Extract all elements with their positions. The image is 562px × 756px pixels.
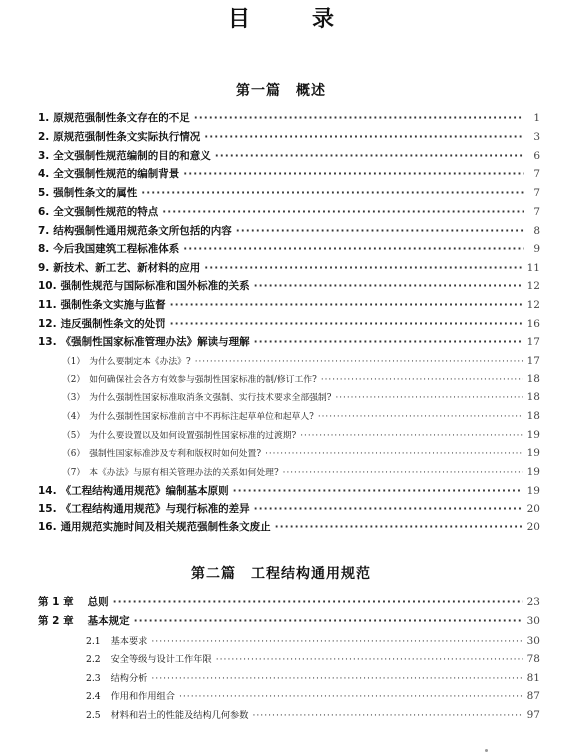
leader-dots xyxy=(233,485,523,497)
page-number: 6 xyxy=(533,150,540,162)
toc-section[interactable]: 2.2 安全等级与设计工作年限 ····· 78 xyxy=(86,651,540,665)
leader-dots xyxy=(335,393,522,403)
leader-dots xyxy=(195,357,523,367)
leader-dots xyxy=(183,168,524,180)
toc-entry[interactable]: 1. 原规范强制性条文存在的不足 ····· 1 xyxy=(38,110,540,125)
toc-entry[interactable]: 10. 强制性规范与国际标准和国外标准的关系 ····· 12 xyxy=(38,278,540,293)
leader-dots xyxy=(170,318,523,330)
page-number: 19 xyxy=(526,485,540,497)
toc-chapter[interactable]: 第 1 章 总则 ····· 23 xyxy=(38,594,540,609)
leader-dots xyxy=(113,596,523,608)
page-number: 7 xyxy=(533,187,540,199)
leader-dots xyxy=(254,336,523,348)
leader-dots xyxy=(204,262,522,274)
toc-section[interactable]: 2.5 材料和岩土的性能及结构几何参数 ····· 97 xyxy=(86,707,540,721)
leader-dots xyxy=(183,243,524,255)
leader-dots xyxy=(254,503,523,515)
leader-dots xyxy=(151,673,522,684)
leader-dots xyxy=(215,150,524,162)
page-number: 18 xyxy=(526,391,540,403)
page-number: 8 xyxy=(533,225,540,237)
leader-dots xyxy=(162,206,524,218)
toc-entry[interactable]: 5. 强制性条文的属性 ····· 7 xyxy=(38,185,540,200)
toc-entry[interactable]: 11. 强制性条文实施与监督 ····· 12 xyxy=(38,297,540,312)
page-number: 18 xyxy=(526,373,540,385)
leader-dots xyxy=(283,468,523,478)
part1-heading: 第一篇 概述 xyxy=(236,83,326,99)
toc-entry[interactable]: 6. 全文强制性规范的特点 ····· 7 xyxy=(38,204,540,219)
page-number: 20 xyxy=(526,503,540,515)
leader-dots xyxy=(252,710,522,721)
page-number: 7 xyxy=(533,168,540,180)
leader-dots xyxy=(151,636,522,647)
page-number: 19 xyxy=(526,466,540,478)
page-number: 20 xyxy=(526,521,540,533)
leader-dots xyxy=(236,225,524,237)
toc-subentry[interactable]: （1） 为什么要制定本《办法》? ····· 17 xyxy=(62,354,540,367)
toc-entry[interactable]: 16. 通用规范实施时间及相关规范强制性条文废止 ····· 20 xyxy=(38,519,540,534)
leader-dots xyxy=(216,654,523,665)
page-number: 19 xyxy=(526,429,540,441)
page-number: 30 xyxy=(526,635,540,647)
leader-dots xyxy=(141,187,524,199)
page-number: 81 xyxy=(526,672,540,684)
page-number: 18 xyxy=(526,410,540,422)
page-number: 11 xyxy=(526,262,540,274)
page-number: 87 xyxy=(526,690,540,702)
leader-dots xyxy=(275,521,523,533)
page-number: 16 xyxy=(526,318,540,330)
toc-subentry[interactable]: （6） 强制性国家标准涉及专利和版权时如何处置? ····· 19 xyxy=(62,446,540,459)
toc-entry[interactable]: 12. 违反强制性条文的处罚 ····· 16 xyxy=(38,316,540,331)
page-number: 97 xyxy=(526,709,540,721)
leader-dots xyxy=(254,280,523,292)
leader-dots xyxy=(318,412,523,422)
leader-dots xyxy=(194,112,524,124)
leader-dots xyxy=(321,375,523,385)
scan-speck xyxy=(485,749,488,752)
page-number: 23 xyxy=(526,596,540,608)
toc-subentry[interactable]: （2） 如何确保社会各方有效参与强制性国家标准的制/修订工作? ····· 18 xyxy=(62,372,540,385)
page-number: 12 xyxy=(526,299,540,311)
toc-section[interactable]: 2.3 结构分析 ····· 81 xyxy=(86,670,540,684)
toc-subentry[interactable]: （4） 为什么强制性国家标准前言中不再标注起草单位和起草人? ····· 18 xyxy=(62,409,540,422)
page-number: 7 xyxy=(533,206,540,218)
leader-dots xyxy=(204,131,524,143)
leader-dots xyxy=(179,691,523,702)
page-number: 17 xyxy=(526,336,540,348)
toc-subentry[interactable]: （7） 本《办法》与原有相关管理办法的关系如何处理? ····· 19 xyxy=(62,465,540,478)
toc-entry[interactable]: 15. 《工程结构通用规范》与现行标准的差异 ····· 20 xyxy=(38,501,540,516)
page-number: 30 xyxy=(526,615,540,627)
toc-entry[interactable]: 7. 结构强制性通用规范条文所包括的内容 ····· 8 xyxy=(38,223,540,238)
leader-dots xyxy=(170,299,523,311)
toc-entry[interactable]: 4. 全文强制性规范的编制背景 ····· 7 xyxy=(38,166,540,181)
toc-section[interactable]: 2.4 作用和作用组合 ····· 87 xyxy=(86,688,540,702)
page-number: 9 xyxy=(533,243,540,255)
toc-subentry[interactable]: （3） 为什么强制性国家标准取消条文强制、实行技术要求全部强制? ····· 18 xyxy=(62,390,540,403)
leader-dots xyxy=(265,449,523,459)
page-number: 17 xyxy=(526,355,540,367)
page-number: 3 xyxy=(533,131,540,143)
toc-entry[interactable]: 13. 《强制性国家标准管理办法》解读与理解 ····· 17 xyxy=(38,334,540,349)
toc-entry[interactable]: 3. 全文强制性规范编制的目的和意义 ····· 6 xyxy=(38,148,540,163)
toc-entry[interactable]: 8. 今后我国建筑工程标准体系 ····· 9 xyxy=(38,241,540,256)
page-number: 78 xyxy=(526,653,540,665)
page-title: 目 录 xyxy=(227,6,354,32)
leader-dots xyxy=(134,615,523,627)
leader-dots xyxy=(300,431,522,441)
toc-entry[interactable]: 14. 《工程结构通用规范》编制基本原则 ····· 19 xyxy=(38,483,540,498)
page-number: 12 xyxy=(526,280,540,292)
toc-entry[interactable]: 9. 新技术、新工艺、新材料的应用 ····· 11 xyxy=(38,260,540,275)
toc-entry[interactable]: 2. 原规范强制性条文实际执行情况 ····· 3 xyxy=(38,129,540,144)
toc-chapter[interactable]: 第 2 章 基本规定 ····· 30 xyxy=(38,613,540,628)
part2-heading: 第二篇 工程结构通用规范 xyxy=(191,566,371,582)
page-number: 19 xyxy=(526,447,540,459)
page-number: 1 xyxy=(533,112,540,124)
toc-section[interactable]: 2.1 基本要求 ····· 30 xyxy=(86,633,540,647)
toc-subentry[interactable]: （5） 为什么要设置以及如何设置强制性国家标准的过渡期? ····· 19 xyxy=(62,428,540,441)
